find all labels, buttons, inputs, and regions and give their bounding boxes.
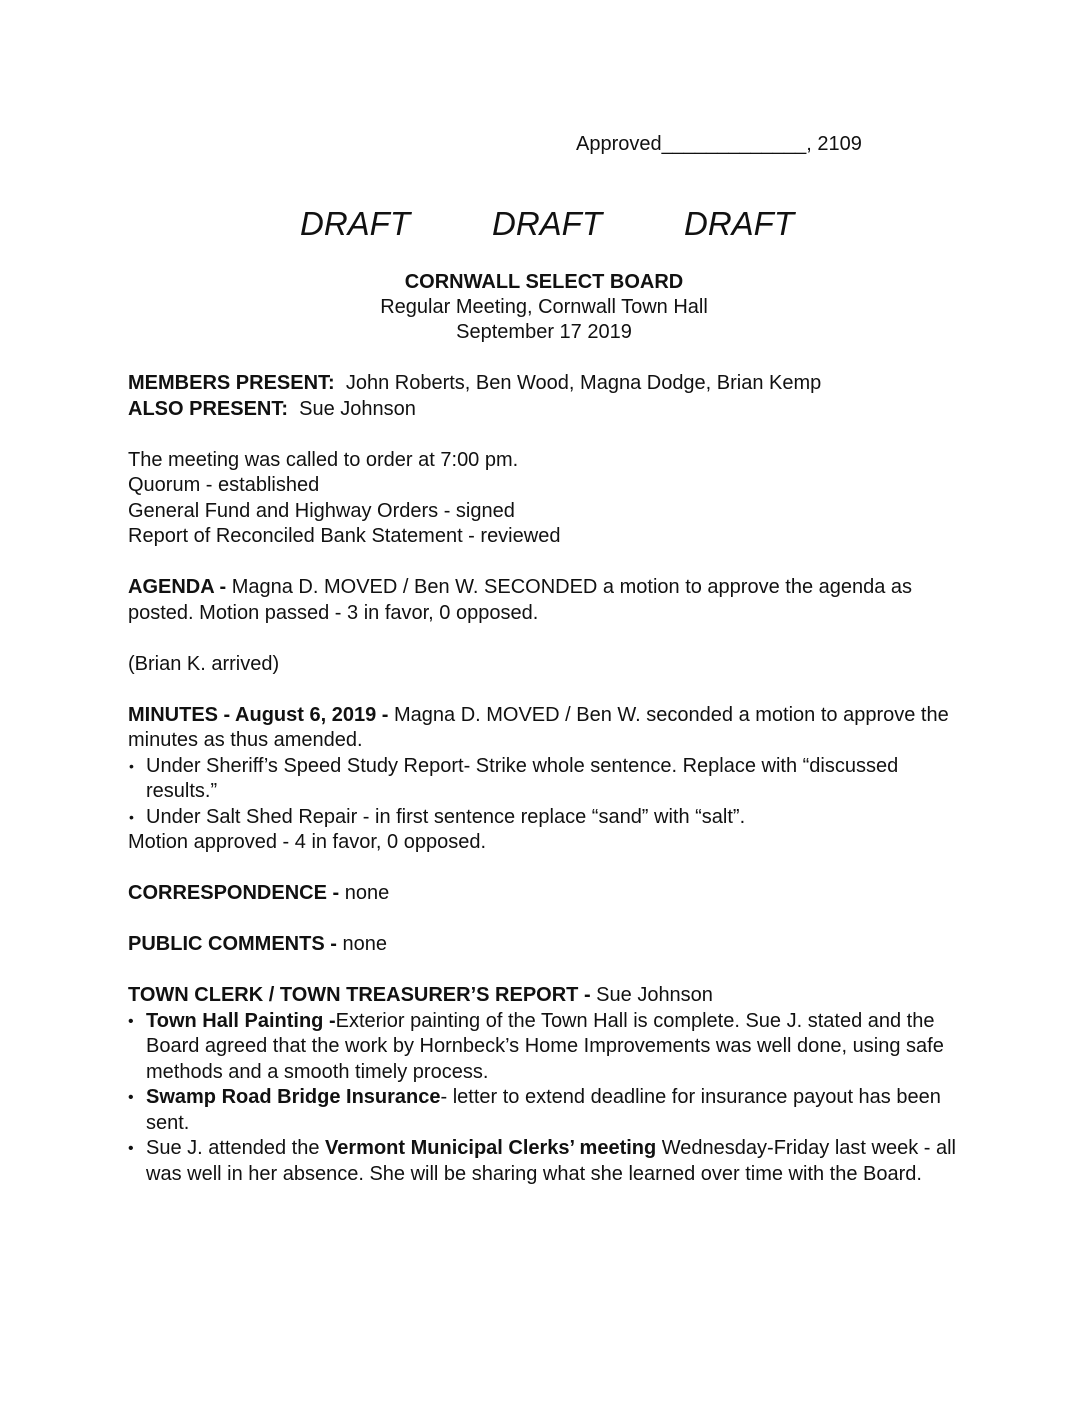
agenda-text: Magna D. MOVED / Ben W. SECONDED a motion to approve the agenda as posted. Motion passed - 3 in favor, 0 opposed.	[128, 576, 913, 624]
bullet-icon: •	[128, 1089, 134, 1106]
item-text: Wednesday-Friday last week - all was well in her absence. She will be sharing what she learned over time with the Board.	[146, 1137, 956, 1185]
opening-line: The meeting was called to order at 7:00 pm.	[128, 448, 519, 471]
opening-line: General Fund and Highway Orders - signed	[128, 499, 515, 522]
item-bold: Town Hall Painting -	[146, 1009, 336, 1032]
also-present-list: Sue Johnson	[299, 397, 416, 420]
bullet-icon: •	[129, 757, 134, 774]
approval-line	[576, 132, 862, 158]
clerk-report-list	[128, 1009, 968, 1188]
item-prefix: Sue J. attended the	[146, 1137, 326, 1159]
list-item	[128, 754, 968, 805]
also-present-label: ALSO PRESENT:	[128, 397, 289, 420]
public-comments-section	[128, 932, 968, 958]
clerk-report-section	[128, 983, 968, 1009]
minutes-body	[128, 371, 968, 1187]
bullet-icon: •	[128, 1012, 134, 1030]
amendment-text: Under Sheriff’s Speed Study Report- Strike whole sentence. Replace with “discussed results.”	[146, 754, 899, 802]
board-title: CORNWALL SELECT BOARD	[404, 271, 684, 293]
draft-label: DRAFT	[492, 205, 602, 242]
item-bold: Swamp Road Bridge Insurance	[146, 1086, 441, 1108]
arrival-note: (Brian K. arrived)	[128, 652, 280, 675]
draft-watermark-row	[0, 202, 1088, 246]
agenda-section	[128, 575, 968, 626]
public-comments-text: none	[342, 933, 387, 955]
item-bold: Vermont Municipal Clerks’ meeting	[325, 1137, 657, 1159]
approved-year: , 2109	[806, 133, 862, 155]
draft-label: DRAFT	[684, 205, 794, 242]
agenda-label: AGENDA -	[128, 576, 227, 598]
item-text: - letter to extend deadline for insurance payout has been sent.	[146, 1086, 941, 1134]
correspondence-text: none	[344, 882, 390, 904]
approved-label: Approved	[576, 133, 662, 155]
bullet-icon: •	[129, 808, 134, 825]
minutes-result: Motion approved - 4 in favor, 0 opposed.	[128, 831, 487, 853]
list-item	[128, 1085, 968, 1136]
item-text: Exterior painting of the Town Hall is complete. Sue J. stated and the Board agreed that the work by Hornbeck’s Home Improvements was well done, using safe methods and a smooth timely process.	[146, 1009, 944, 1083]
minutes-section	[128, 703, 968, 754]
also-present	[128, 397, 968, 423]
correspondence-section	[128, 881, 968, 907]
list-item	[128, 1136, 968, 1187]
clerk-report-label: TOWN CLERK / TOWN TREASURER’S REPORT -	[128, 984, 591, 1006]
clerk-report-text: Sue Johnson	[596, 984, 713, 1006]
list-item	[128, 805, 968, 831]
amendment-text: Under Salt Shed Repair - in first sentence replace “sand” with “salt”.	[146, 805, 746, 828]
list-item	[128, 1009, 968, 1086]
meeting-date: September 17 2019	[456, 321, 632, 343]
minutes-label: MINUTES - August 6, 2019 -	[128, 703, 389, 726]
public-comments-label: PUBLIC COMMENTS -	[128, 933, 337, 955]
minutes-text: Magna D. MOVED / Ben W. seconded a motion to approve the minutes as thus amended.	[128, 703, 949, 751]
members-present	[128, 371, 968, 397]
members-list: John Roberts, Ben Wood, Magna Dodge, Brian Kemp	[345, 372, 822, 394]
members-label: MEMBERS PRESENT:	[128, 372, 335, 394]
draft-label: DRAFT	[300, 205, 410, 242]
opening-line: Quorum - established	[128, 474, 320, 496]
meeting-header	[0, 270, 1088, 345]
amendment-list	[128, 754, 968, 831]
bullet-icon: •	[128, 1140, 134, 1157]
approved-blank: _____________	[661, 133, 807, 155]
meeting-subtitle: Regular Meeting, Cornwall Town Hall	[380, 296, 708, 318]
opening-line: Report of Reconciled Bank Statement - reviewed	[128, 525, 561, 547]
correspondence-label: CORRESPONDENCE -	[128, 882, 340, 904]
